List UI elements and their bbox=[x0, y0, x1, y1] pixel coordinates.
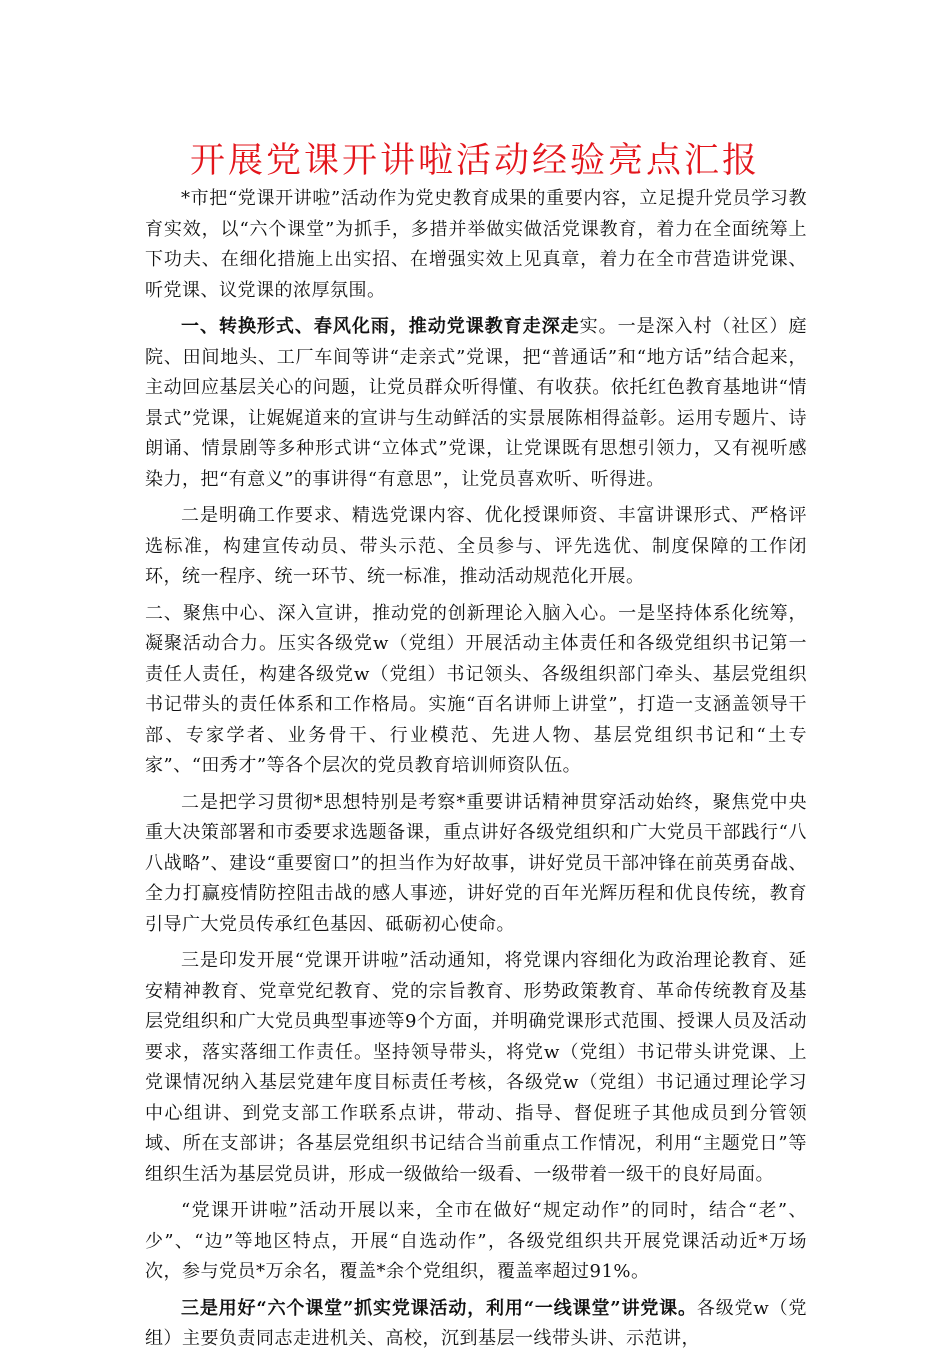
paragraph-text: 二、聚焦中心、深入宣讲，推动党的创新理论入脑入心。一是坚持体系化统筹，凝聚活动合力。压实各级党w（党组）开展活动主体责任和各级党组织书记第一责任人责任，构建各级党w（党组）书记领头、各级组织部门牵头、基层党组织书记带头的责任体系和工作格局。实施“百名讲师上讲堂”，打造一支涵盖领导干部、专家学者、业务骨干、行业模范、先进人物、基层党组织书记和“土专家”、“田秀才”等各个层次的党员教育培训师资队伍。 bbox=[145, 602, 807, 776]
paragraph-lead: 一、转换形式、春风化雨，推动党课教育走深走 bbox=[181, 316, 580, 337]
paragraph-results bbox=[145, 1196, 807, 1288]
document-title: 开展党课开讲啦活动经验亮点汇报 bbox=[189, 141, 760, 181]
paragraph-section-2-point-3 bbox=[145, 946, 807, 1190]
paragraph-text: “党课开讲啦”活动开展以来，全市在做好“规定动作”的同时，结合“老”、少”、“边”等地区特点，开展“自选动作”，各级党组织共开展党课活动近*万场次，参与党员*万余名，覆盖*余个党组织，覆盖率超过91%。 bbox=[145, 1200, 807, 1282]
paragraph-lead: 三是用好“六个课堂”抓实党课活动，利用“一线课堂”讲党课。 bbox=[181, 1297, 697, 1319]
paragraph-text: 实。一是深入村（社区）庭院、田间地头、工厂车间等讲“走亲式”党课，把“普通话”和“地方话”结合起来，主动回应基层关心的问题，让党员群众听得懂、有收获。依托红色教育基地讲“情景式”党课，让娓娓道来的宣讲与生动鲜活的实景展陈相得益彰。运用专题片、诗朗诵、情景剧等多种形式讲“立体式”党课，让党课既有思想引领力，又有视听感染力，把“有意义”的事讲得“有意思”，让党员喜欢听、听得进。 bbox=[145, 316, 807, 490]
paragraph-text: *市把“党课开讲啦”活动作为党史教育成果的重要内容，立足提升党员学习教育实效，以“六个课堂”为抓手，多措并举做实做活党课教育，着力在全面统筹上下功夫、在细化措施上出实招、在增强实效上见真章，着力在全市营造讲党课、听党课、议党课的浓厚氛围。 bbox=[145, 188, 807, 301]
paragraph-section-3 bbox=[145, 1294, 807, 1355]
paragraph-section-1-point-2 bbox=[145, 501, 807, 593]
paragraph-section-2 bbox=[145, 599, 807, 782]
paragraph-intro bbox=[145, 184, 807, 306]
paragraph-section-1 bbox=[145, 312, 807, 495]
paragraph-text: 二是明确工作要求、精选党课内容、优化授课师资、丰富讲课形式、严格评选标准，构建宣传动员、带头示范、全员参与、评先选优、制度保障的工作闭环，统一程序、统一环节、统一标准，推动活动规范化开展。 bbox=[145, 505, 807, 587]
paragraph-text: 各级党w（党组）主要负责同志走进机关、高校，沉到基层一线带头讲、示范讲， bbox=[145, 1297, 807, 1349]
paragraph-section-2-point-2 bbox=[145, 788, 807, 941]
paragraph-text: 三是印发开展“党课开讲啦”活动通知，将党课内容细化为政治理论教育、延安精神教育、党章党纪教育、党的宗旨教育、形势政策教育、革命传统教育及基层党组织和广大党员典型事迹等9个方面，并明确党课形式范围、授课人员及活动要求，落实落细工作责任。坚持领导带头，将党w（党组）书记带头讲党课、上党课情况纳入基层党建年度目标责任考核，各级党w（党组）书记通过理论学习中心组讲、到党支部工作联系点讲，带动、指导、督促班子其他成员到分管领域、所在支部讲；各基层党组织书记结合当前重点工作情况，利用“主题党日”等组织生活为基层党员讲，形成一级做给一级看、一级带着一级干的良好局面。 bbox=[145, 950, 807, 1185]
document-body bbox=[145, 184, 807, 1361]
paragraph-text: 二是把学习贯彻*思想特别是考察*重要讲话精神贯穿活动始终，聚焦党中央重大决策部署和市委要求选题备课，重点讲好各级党组织和广大党员干部践行“八八战略”、建设“重要窗口”的担当作为好故事，讲好党员干部冲锋在前英勇奋战、全力打赢疫情防控阻击战的感人事迹，讲好党的百年光辉历程和优良传统，教育引导广大党员传承红色基因、砥砺初心使命。 bbox=[145, 791, 807, 935]
